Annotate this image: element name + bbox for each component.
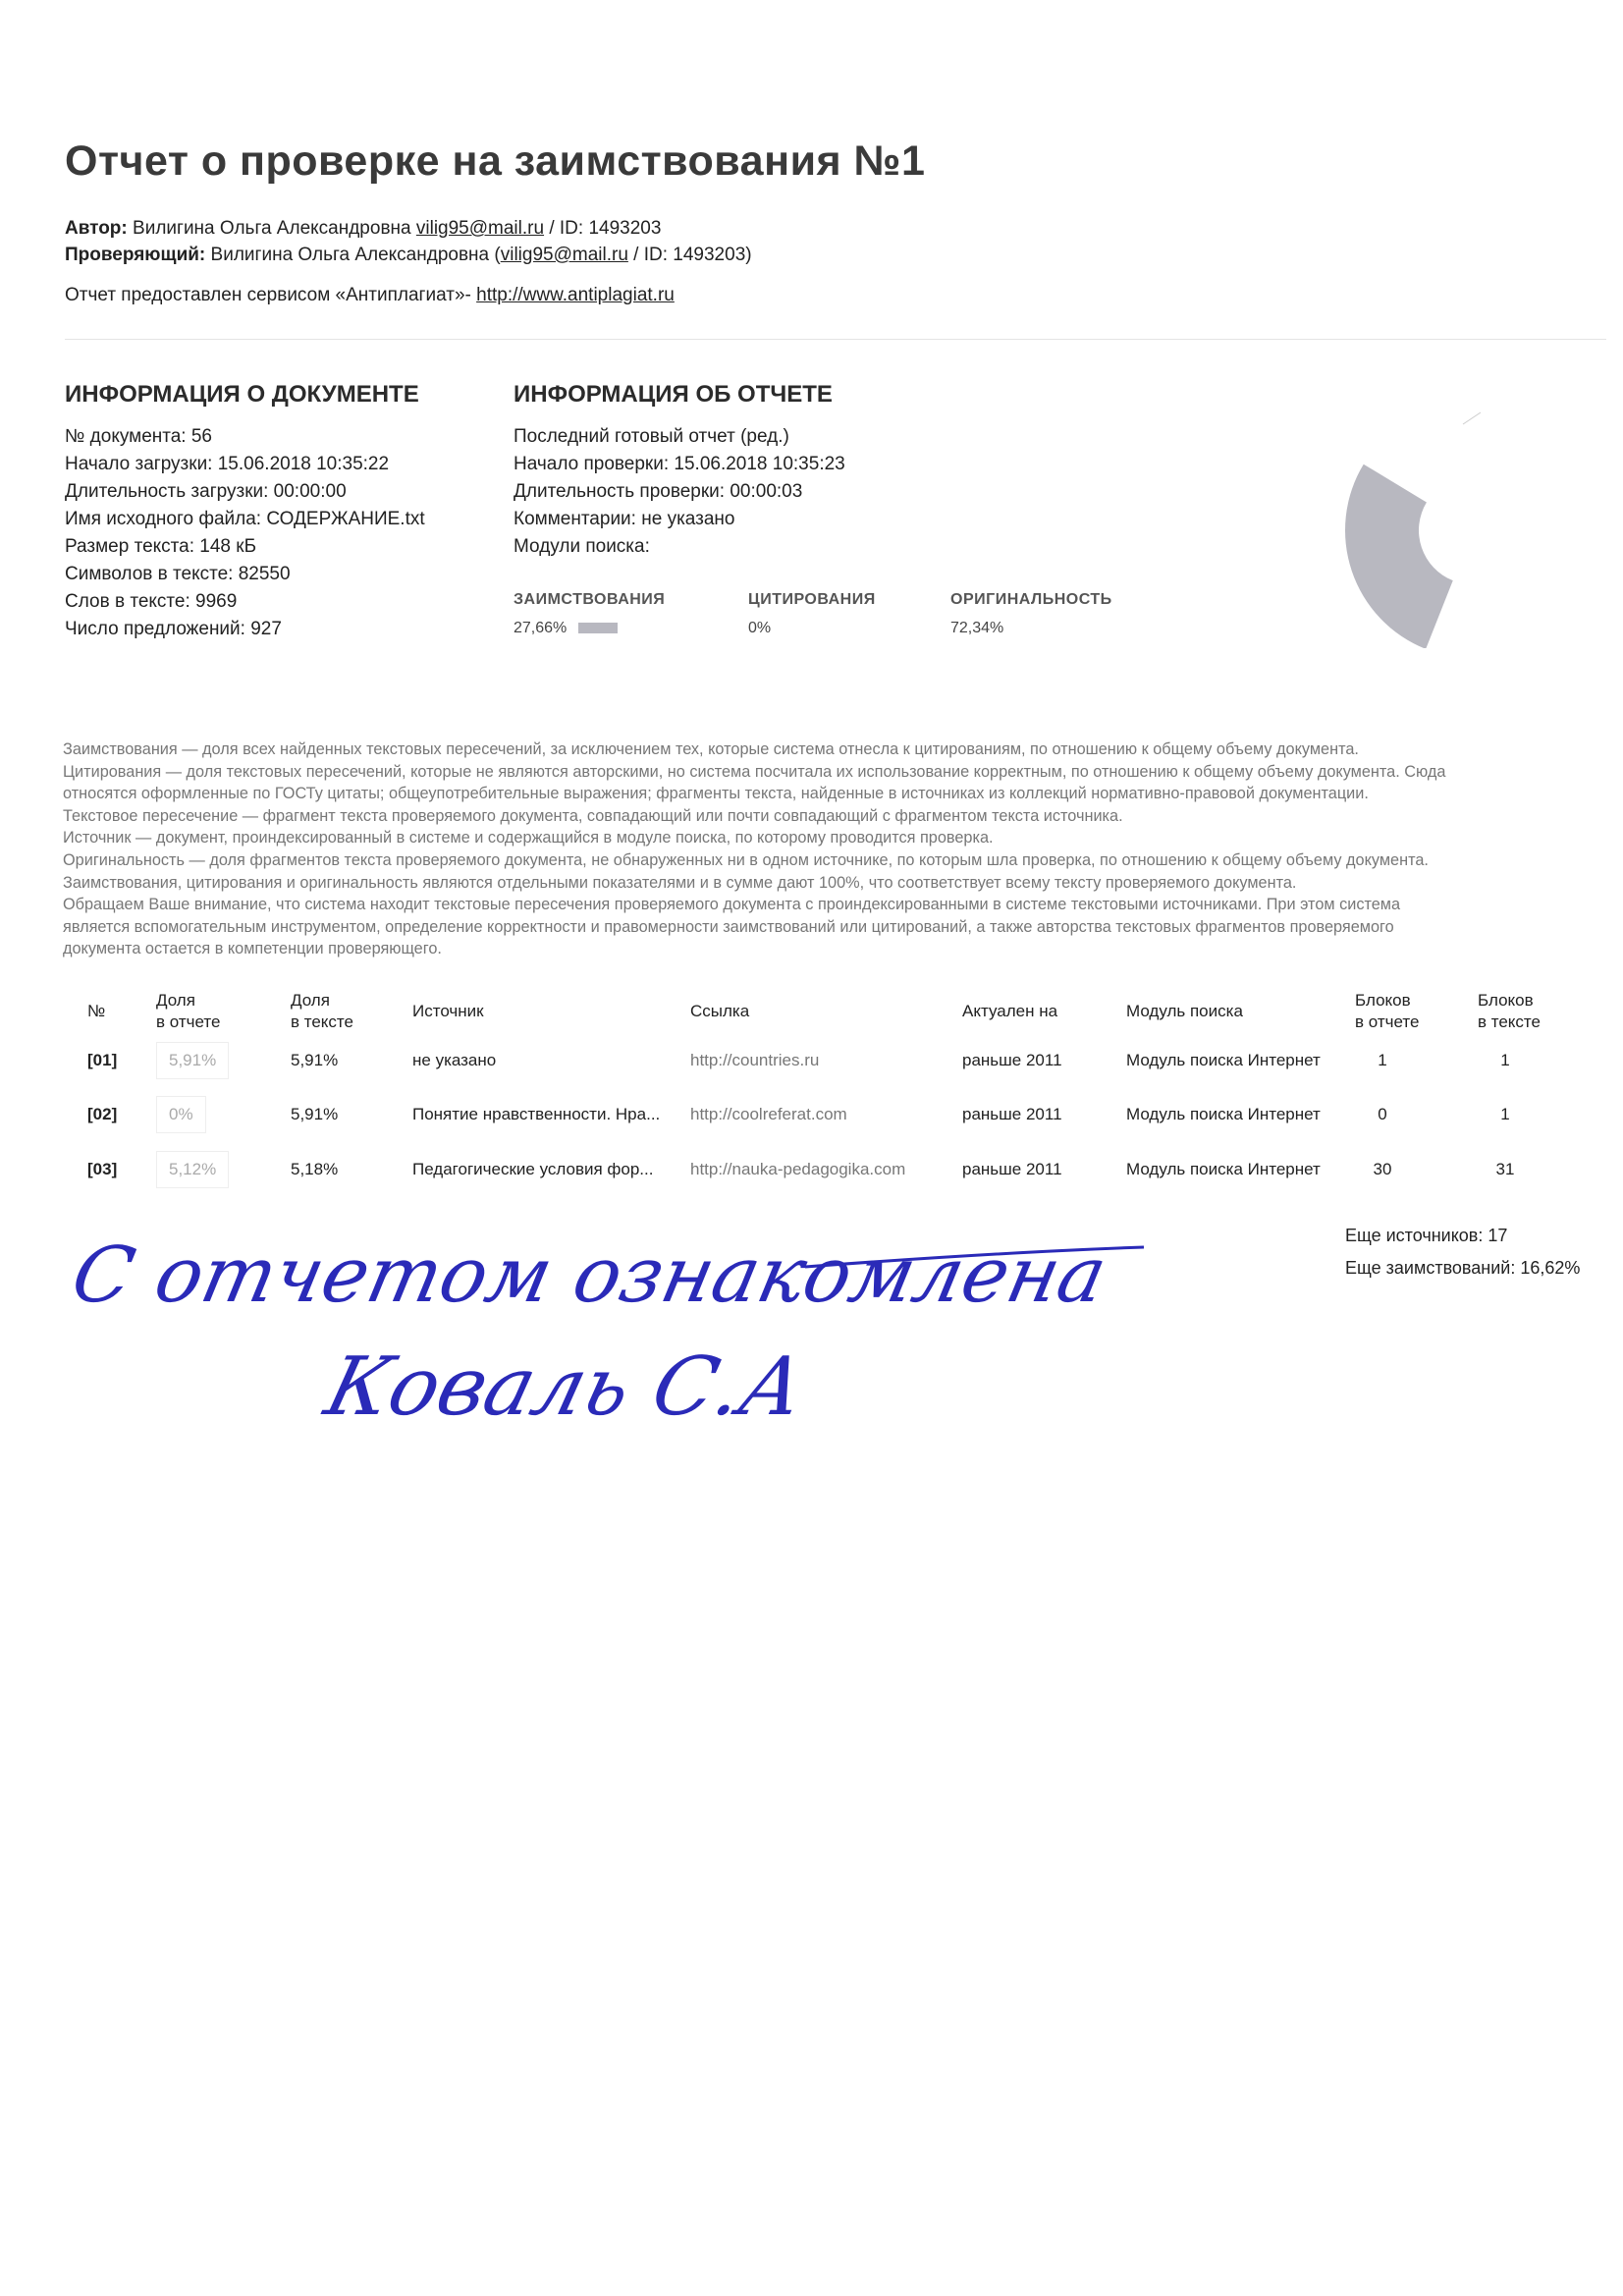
report-info-line: Начало проверки: 15.06.2018 10:35:23 bbox=[514, 454, 845, 474]
author-name: Вилигина Ольга Александровна bbox=[133, 218, 411, 239]
search-module: Модуль поиска Интернет bbox=[1126, 1105, 1321, 1123]
definition-line: Заимствования, цитирования и оригинальность являются отдельными показателями и в сумме дают 100%, что соответствует всему тексту проверяемого документа. bbox=[63, 873, 1297, 892]
author-id: / ID: 1493203 bbox=[549, 218, 662, 239]
definition-line: является вспомогательным инструментом, определение корректности и правомерности заимствований или цитирований, а также авторства текстовых фрагментов проверяемого bbox=[63, 917, 1394, 936]
metric-borrow-value: 27,66% bbox=[514, 620, 568, 636]
extra-sources: Еще источников: 17 bbox=[1345, 1226, 1508, 1245]
author-line bbox=[65, 218, 661, 240]
definition-line: относятся оформленные по ГОСТу цитаты; общеупотребительные выражения; фрагменты текста, найденные в источниках из коллекций нормативно-правовой документации. bbox=[63, 785, 1369, 803]
metric-borrow-label: ЗАИМСТВОВАНИЯ bbox=[514, 591, 666, 608]
service-link[interactable]: http://www.antiplagiat.ru bbox=[476, 285, 675, 305]
author-email[interactable]: vilig95@mail.ru bbox=[415, 218, 545, 239]
doc-info-line: Размер текста: 148 кБ bbox=[65, 536, 257, 557]
table-header: № bbox=[87, 1002, 106, 1020]
search-module: Модуль поиска Интернет bbox=[1126, 1051, 1321, 1069]
definition-line: документа остается в компетенции проверяющего. bbox=[63, 940, 442, 958]
signature-line1: С отчетом ознакомлена bbox=[64, 1230, 1114, 1320]
definition-line: Текстовое пересечение — фрагмент текста проверяемого документа, совпадающий или почти совпадающий с фрагментом текста источника. bbox=[63, 806, 1123, 825]
doc-info-line: Начало загрузки: 15.06.2018 10:35:22 bbox=[65, 454, 390, 474]
blocks-in-report: 0 bbox=[1378, 1105, 1387, 1123]
signature-line2: Коваль С.А bbox=[316, 1339, 815, 1434]
pie-chart bbox=[1306, 393, 1600, 648]
doc-info-line: Число предложений: 927 bbox=[65, 619, 282, 639]
report-info-line: Модули поиска: bbox=[514, 536, 650, 557]
metric-orig-value: 72,34% bbox=[950, 620, 1004, 636]
blocks-in-text: 1 bbox=[1500, 1105, 1510, 1123]
table-header: Ссылка bbox=[690, 1002, 750, 1020]
blocks-in-text: 1 bbox=[1500, 1051, 1510, 1069]
doc-info-line: Слов в тексте: 9969 bbox=[65, 591, 238, 612]
share-in-report: 5,12% bbox=[156, 1151, 229, 1188]
doc-info-heading: ИНФОРМАЦИЯ О ДОКУМЕНТЕ bbox=[65, 381, 419, 408]
table-row bbox=[0, 1105, 1623, 1134]
table-header: Доля в тексте bbox=[291, 991, 353, 1031]
metric-orig-label: ОРИГИНАЛЬНОСТЬ bbox=[950, 591, 1112, 608]
table-header: Блоков в тексте bbox=[1478, 991, 1541, 1031]
blocks-in-text: 31 bbox=[1495, 1160, 1515, 1178]
definition-line: Обращаем Ваше внимание, что система находит текстовые пересечения проверяемого документа с проиндексированными в системе текстовыми источниками. При этом система bbox=[63, 896, 1401, 914]
table-row bbox=[0, 1051, 1623, 1080]
reviewer-id: / ID: 1493203) bbox=[633, 245, 752, 265]
report-info-line: Последний готовый отчет (ред.) bbox=[514, 426, 789, 447]
table-header: Модуль поиска bbox=[1126, 1002, 1243, 1020]
source-link[interactable]: http://countries.ru bbox=[690, 1051, 820, 1069]
reviewer-line: Проверяющий: Вилигина Ольга Александровна (vilig95@mail.ru / ID: 1493203) bbox=[65, 245, 752, 265]
actual-date: раньше 2011 bbox=[962, 1160, 1062, 1178]
service-text: Отчет предоставлен сервисом «Антиплагиат»- bbox=[65, 285, 471, 305]
reviewer-label: Проверяющий: bbox=[65, 245, 206, 265]
row-number: [03] bbox=[87, 1160, 118, 1178]
actual-date: раньше 2011 bbox=[962, 1105, 1062, 1123]
service-line bbox=[65, 285, 675, 306]
row-number: [02] bbox=[87, 1105, 118, 1123]
report-info-heading: ИНФОРМАЦИЯ ОБ ОТЧЕТЕ bbox=[514, 381, 833, 408]
blocks-in-report: 30 bbox=[1373, 1160, 1392, 1178]
blocks-in-report: 1 bbox=[1378, 1051, 1387, 1069]
report-info-line: Длительность проверки: 00:00:03 bbox=[514, 481, 803, 502]
share-in-report: 0% bbox=[156, 1096, 206, 1133]
source-link[interactable]: http://nauka-pedagogika.com bbox=[690, 1160, 906, 1178]
reviewer-name: Вилигина Ольга Александровна bbox=[210, 245, 490, 265]
share-in-text: 5,91% bbox=[291, 1051, 339, 1069]
reviewer-email[interactable]: vilig95@mail.ru bbox=[500, 245, 628, 265]
definition-line: Заимствования — доля всех найденных текстовых пересечений, за исключением тех, которые система отнесла к цитированиям, по отношению к общему объему документа. bbox=[63, 740, 1359, 758]
source-link[interactable]: http://coolreferat.com bbox=[690, 1105, 847, 1123]
share-in-report: 5,91% bbox=[156, 1042, 229, 1079]
source-name[interactable]: Педагогические условия фор... bbox=[412, 1160, 654, 1178]
table-header: Актуален на bbox=[962, 1002, 1058, 1020]
search-module: Модуль поиска Интернет bbox=[1126, 1160, 1321, 1178]
definition-line: Оригинальность — доля фрагментов текста проверяемого документа, не обнаруженных ни в одном источнике, по которым шла проверка, по отношению к общему объему документа. bbox=[63, 850, 1429, 869]
doc-info-line: № документа: 56 bbox=[65, 426, 212, 447]
extra-borrowings: Еще заимствований: 16,62% bbox=[1345, 1258, 1581, 1278]
pie-slice-borrow bbox=[1345, 465, 1453, 648]
report-title: Отчет о проверке на заимствования №1 bbox=[65, 137, 926, 185]
divider bbox=[65, 339, 1606, 340]
table-header: Доля в отчете bbox=[156, 991, 221, 1031]
row-number: [01] bbox=[87, 1051, 118, 1069]
share-in-text: 5,91% bbox=[291, 1105, 339, 1123]
actual-date: раньше 2011 bbox=[962, 1051, 1062, 1069]
source-name[interactable]: Понятие нравственности. Нра... bbox=[412, 1105, 661, 1123]
definition-line: Цитирования — доля текстовых пересечений, которые не являются авторскими, но система посчитала их использование корректным, по отношению к общему объему документа. Сюда bbox=[63, 762, 1446, 781]
definition-line: Источник — документ, проиндексированный в системе и содержащийся в модуле поиска, по которому проводится проверка. bbox=[63, 829, 994, 847]
doc-info-line: Имя исходного файла: СОДЕРЖАНИЕ.txt bbox=[65, 509, 425, 529]
author-label: Автор: bbox=[65, 218, 128, 239]
definitions bbox=[63, 738, 1604, 960]
metric-cite-label: ЦИТИРОВАНИЯ bbox=[748, 591, 876, 608]
table-header: Блоков в отчете bbox=[1355, 991, 1420, 1031]
source-name[interactable]: не указано bbox=[412, 1051, 497, 1069]
table-row bbox=[0, 1160, 1623, 1189]
handwritten-signature bbox=[59, 1208, 1159, 1463]
pie-tick bbox=[1463, 412, 1481, 424]
share-in-text: 5,18% bbox=[291, 1160, 339, 1178]
doc-info-line: Символов в тексте: 82550 bbox=[65, 564, 291, 584]
metric-borrow bbox=[514, 620, 618, 637]
doc-info-line: Длительность загрузки: 00:00:00 bbox=[65, 481, 347, 502]
metric-cite-value: 0% bbox=[748, 620, 772, 636]
table-header: Источник bbox=[412, 1002, 484, 1020]
borrow-bar bbox=[578, 623, 618, 633]
report-info-line: Комментарии: не указано bbox=[514, 509, 735, 529]
